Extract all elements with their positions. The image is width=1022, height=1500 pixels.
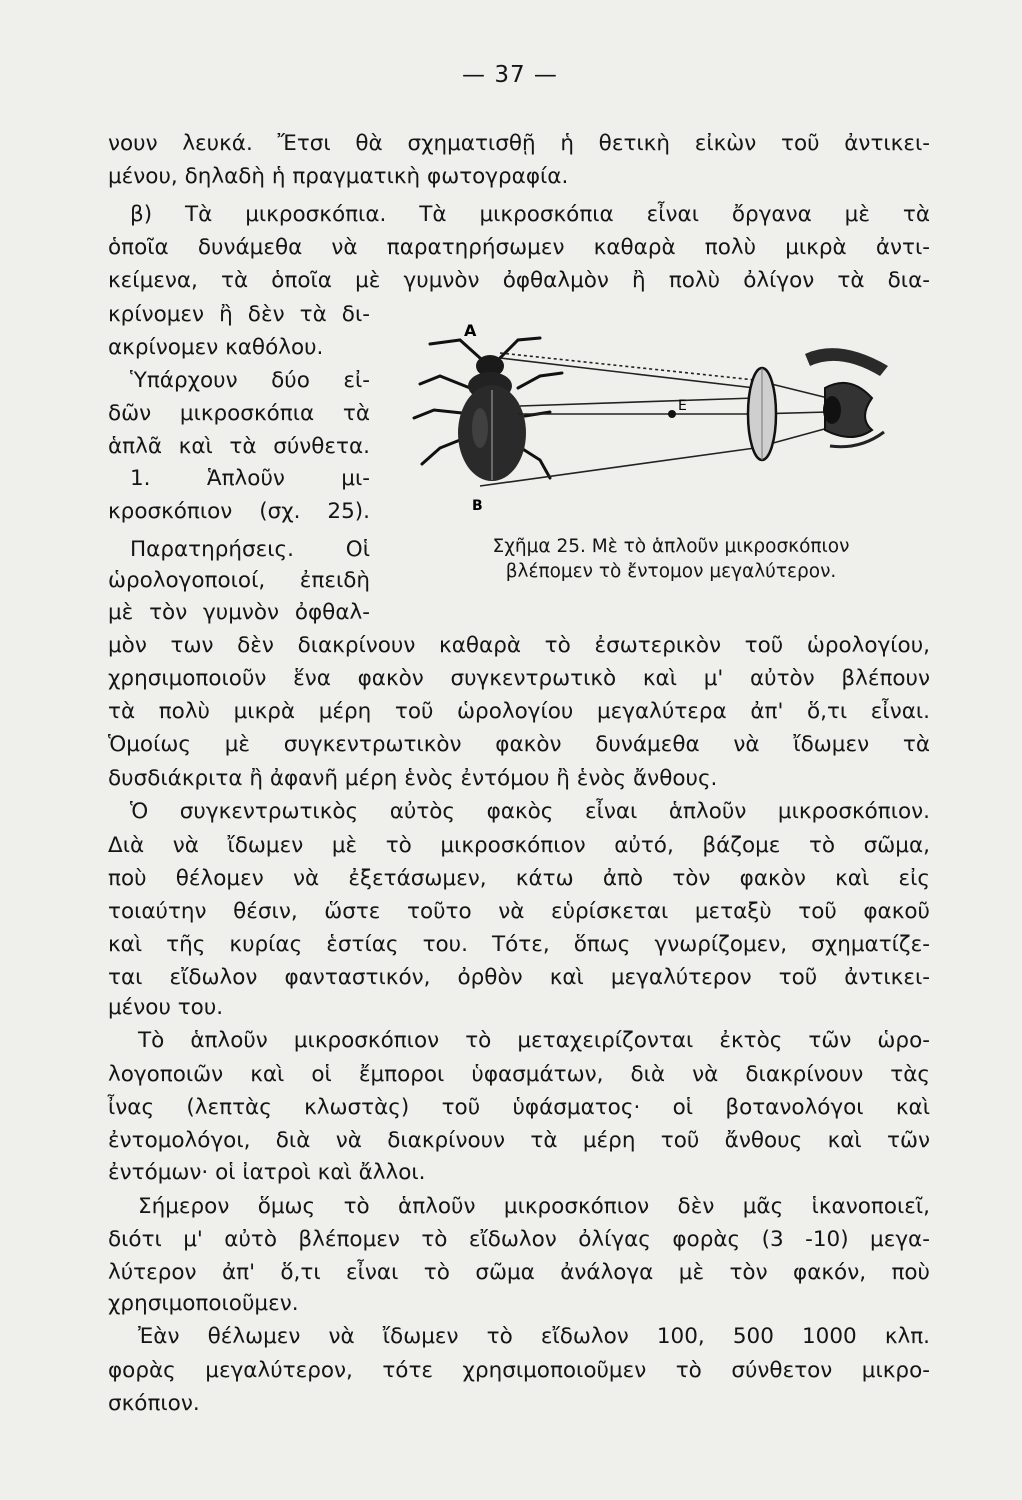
text-line: μὲ τὸν γυμνὸν ὀφθαλ-	[108, 600, 370, 625]
text-line: Ἐὰν θέλωμεν νὰ ἴδωμεν τὸ εἴδωλον 100, 500 1000 κλπ.	[138, 1324, 930, 1349]
text-line: μὸν των δὲν διακρίνουν καθαρὰ τὸ ἐσωτερικὸν τοῦ ὡρολογίου,	[108, 633, 930, 658]
text-line: λογοποιῶν καὶ οἱ ἔμποροι ὑφασμάτων, διὰ νὰ διακρίνουν τὰς	[108, 1062, 930, 1087]
text-line: δυσδιάκριτα ἢ ἀφανῆ μέρη ἑνὸς ἐντόμου ἢ ἑνὸς ἄνθους.	[108, 766, 718, 791]
text-line: καὶ τῆς κυρίας ἑστίας του. Τότε, ὅπως γνωρίζομεν, σχηματίζε-	[108, 932, 930, 957]
text-line: 1. Ἁπλοῦν μι-	[130, 466, 370, 491]
text-line: ἐντόμων· οἱ ἰατροὶ καὶ ἄλλοι.	[108, 1160, 426, 1185]
text-line: Παρατηρήσεις. Οἱ	[130, 537, 370, 562]
text-line: κροσκόπιον (σχ. 25).	[108, 499, 370, 524]
figure-caption-line-2: βλέπομεν τὸ ἔντομον μεγαλύτερον.	[505, 561, 837, 582]
text-line: Ὑπάρχουν δύο εἰ-	[130, 368, 370, 393]
figure-label-a: A	[464, 321, 477, 340]
text-line: φορὰς μεγαλύτερον, τότε χρησιμοποιοῦμεν τὸ σύνθετον μικρο-	[108, 1358, 930, 1383]
text-line: Ὁμοίως μὲ συγκεντρωτικὸν φακὸν δυνάμεθα νὰ ἴδωμεν τὰ	[108, 732, 930, 757]
text-line: ὁποῖα δυνάμεθα νὰ παρατηρήσωμεν καθαρὰ πολὺ μικρὰ ἀντι-	[108, 235, 930, 260]
text-line: χρησιμοποιοῦμεν.	[108, 1291, 299, 1316]
text-line: νουν λευκά. Ἔτσι θὰ σχηματισθῇ ἡ θετικὴ εἰκὼν τοῦ ἀντικει-	[108, 131, 930, 156]
text-line: κρίνομεν ἢ δὲν τὰ δι-	[108, 302, 370, 327]
text-line: ται εἴδωλον φανταστικόν, ὀρθὸν καὶ μεγαλύτερον τοῦ ἀντικει-	[108, 965, 930, 990]
text-line: ἐντομολόγοι, διὰ νὰ διακρίνουν τὰ μέρη τοῦ ἄνθους καὶ τῶν	[108, 1128, 930, 1153]
figure-caption-line-1: Σχῆμα 25. Μὲ τὸ ἁπλοῦν μικροσκόπιον	[492, 536, 850, 557]
page-number: — 37 —	[462, 62, 558, 88]
text-line: τὰ πολὺ μικρὰ μέρη τοῦ ὡρολογίου μεγαλύτερα ἀπ' ὅ,τι εἶναι.	[108, 699, 930, 724]
figure-label-b: B	[472, 498, 483, 514]
text-line: ακρίνομεν καθόλου.	[108, 335, 324, 360]
text-line: Διὰ νὰ ἴδωμεν μὲ τὸ μικροσκόπιον αὐτό, βάζομε τὸ σῶμα,	[108, 833, 930, 858]
text-line: δῶν μικροσκόπια τὰ	[108, 401, 370, 426]
text-line: σκόπιον.	[108, 1391, 200, 1416]
text-line: τοιαύτην θέσιν, ὥστε τοῦτο νὰ εὑρίσκεται μεταξὺ τοῦ φακοῦ	[108, 899, 930, 924]
text-line: λύτερον ἀπ' ὅ,τι εἶναι τὸ σῶμα ἀνάλογα μὲ τὸν φακόν, ποὺ	[108, 1260, 930, 1285]
figure-label-e: E	[678, 398, 687, 414]
figure-insect-magnifier	[400, 318, 900, 528]
text-line: Σήμερον ὅμως τὸ ἁπλοῦν μικροσκόπιον δὲν μᾶς ἱκανοποιεῖ,	[138, 1194, 930, 1219]
text-line: ἁπλᾶ καὶ τὰ σύνθετα.	[108, 434, 370, 459]
text-line: χρησιμοποιοῦν ἕνα φακὸν συγκεντρωτικὸ καὶ μ' αὐτὸν βλέπουν	[108, 666, 930, 691]
text-line: κείμενα, τὰ ὁποῖα μὲ γυμνὸν ὀφθαλμὸν ἢ πολὺ ὀλίγον τὰ δια-	[108, 268, 930, 293]
text-line: μένου, δηλαδὴ ἡ πραγματικὴ φωτογραφία.	[108, 164, 569, 189]
text-line: ποὺ θέλομεν νὰ ἐξετάσωμεν, κάτω ἀπὸ τὸν φακὸν καὶ εἰς	[108, 866, 930, 891]
text-line: διότι μ' αὐτὸ βλέπομεν τὸ εἴδωλον ὀλίγας φορὰς (3 -10) μεγα-	[108, 1227, 930, 1252]
text-line: ἶνας (λεπτὰς κλωστὰς) τοῦ ὑφάσματος· οἱ βοτανολόγοι καὶ	[108, 1095, 930, 1120]
text-line: Ὁ συγκεντρωτικὸς αὐτὸς φακὸς εἶναι ἁπλοῦν μικροσκόπιον.	[130, 799, 930, 824]
text-line: μένου του.	[108, 995, 224, 1020]
text-line: ὡρολογοποιοί, ἐπειδὴ	[108, 568, 370, 593]
text-line: β) Τὰ μικροσκόπια. Τὰ μικροσκόπια εἶναι ὄργανα μὲ τὰ	[130, 202, 930, 227]
text-line: Τὸ ἁπλοῦν μικροσκόπιον τὸ μεταχειρίζονται ἐκτὸς τῶν ὡρο-	[138, 1028, 930, 1053]
